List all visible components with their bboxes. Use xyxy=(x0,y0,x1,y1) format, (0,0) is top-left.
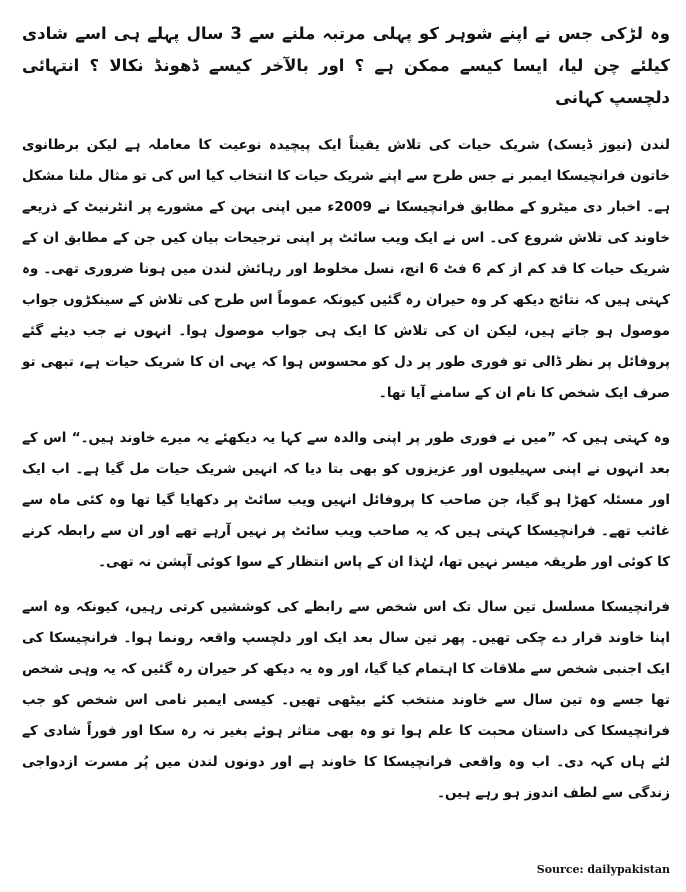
source-credit: Source: dailypakistan xyxy=(536,863,670,876)
article-paragraph-3: فرانچیسکا مسلسل تین سال تک اس شخص سے رابطے کی کوششیں کرتی رہیں، کیونکہ وہ اسے اپنا خاوند قرار دے چکی تھیں۔ پھر تین سال بعد ایک اور دلچسپ واقعہ رونما ہوا۔ فرانچیسکا کی ایک اجنبی شخص سے ملاقات کا اہتمام کیا گیا، اور وہ یہ دیکھ کر حیران رہ گئیں کہ یہ وہی شخص تھا جسے وہ تین سال سے خاوند منتخب کئے بیٹھی تھیں۔ کیسی ایمبر نامی اس شخص کو جب فرانچیسکا کی داستان محبت کا علم ہوا تو وہ بھی متاثر ہوئے بغیر نہ رہ سکا اور فوراً شادی کے لئے ہاں کہہ دی۔ اب وہ واقعی فرانچیسکا کا خاوند ہے اور دونوں لندن میں پُر مسرت ازدواجی زندگی سے لطف اندوز ہو رہے ہیں۔ xyxy=(22,599,670,801)
article-body xyxy=(22,18,670,823)
article-title: وہ لڑکی جس نے اپنے شوہر کو پہلی مرتبہ ملنے سے 3 سال پہلے ہی اسے شادی کیلئے چن لیا، ایسا کیسے ممکن ہے ؟ اور بالآخر کیسے ڈھونڈ نکالا ؟ انتہائی دلچسپ کہانی xyxy=(22,24,670,107)
article-paragraph-2: وہ کہتی ہیں کہ ”میں نے فوری طور پر اپنی والدہ سے کہا یہ دیکھئے یہ میرے خاوند ہیں۔“ اس کے بعد انہوں نے اپنی سہیلیوں اور عزیزوں کو بھی بتا دیا کہ انہیں شریک حیات مل گیا ہے۔ اب ایک اور مسئلہ کھڑا ہو گیا، جن صاحب کا پروفائل انہیں ویب سائٹ پر دکھایا گیا تھا وہ کئی ماہ سے غائب تھے۔ فرانچیسکا کہتی ہیں کہ یہ صاحب ویب سائٹ پر نہیں آرہے تھے اور ان سے رابطہ کرنے کا کوئی اور طریقہ میسر نہیں تھا، لہٰذا ان کے پاس انتظار کے سوا کوئی آپشن نہ تھی۔ xyxy=(22,430,670,570)
article-paragraph-1: لندن (نیوز ڈیسک) شریک حیات کی تلاش یقیناً ایک پیچیدہ نوعیت کا معاملہ ہے لیکن برطانوی خاتون فرانچیسکا ایمبر نے جس طرح سے اپنے شریک حیات کا انتخاب کیا اس کی تو مثال ملنا مشکل ہے۔ اخبار دی میٹرو کے مطابق فرانچیسکا نے 2009ء میں اپنی بہن کے مشورے پر انٹرنیٹ کے ذریعے خاوند کی تلاش شروع کی۔ اس نے ایک ویب سائٹ پر اپنی ترجیحات بیان کیں جن کے مطابق ان کے شریک حیات کا قد کم از کم 6 فٹ 6 انچ، نسل مخلوط اور رہائش لندن میں ہونا ضروری تھی۔ وہ کہتی ہیں کہ نتائج دیکھ کر وہ حیران رہ گئیں کیونکہ عموماً اس طرح کی تلاش کے سینکڑوں جواب موصول ہو جاتے ہیں، لیکن ان کی تلاش کا ایک ہی جواب موصول ہوا۔ انہوں نے جب دیئے گئے پروفائل پر نظر ڈالی تو فوری طور پر دل کو محسوس ہوا کہ یہی ان کا شریک حیات ہے، تبھی تو صرف ایک شخص کا نام ان کے سامنے آیا تھا۔ xyxy=(22,137,671,401)
